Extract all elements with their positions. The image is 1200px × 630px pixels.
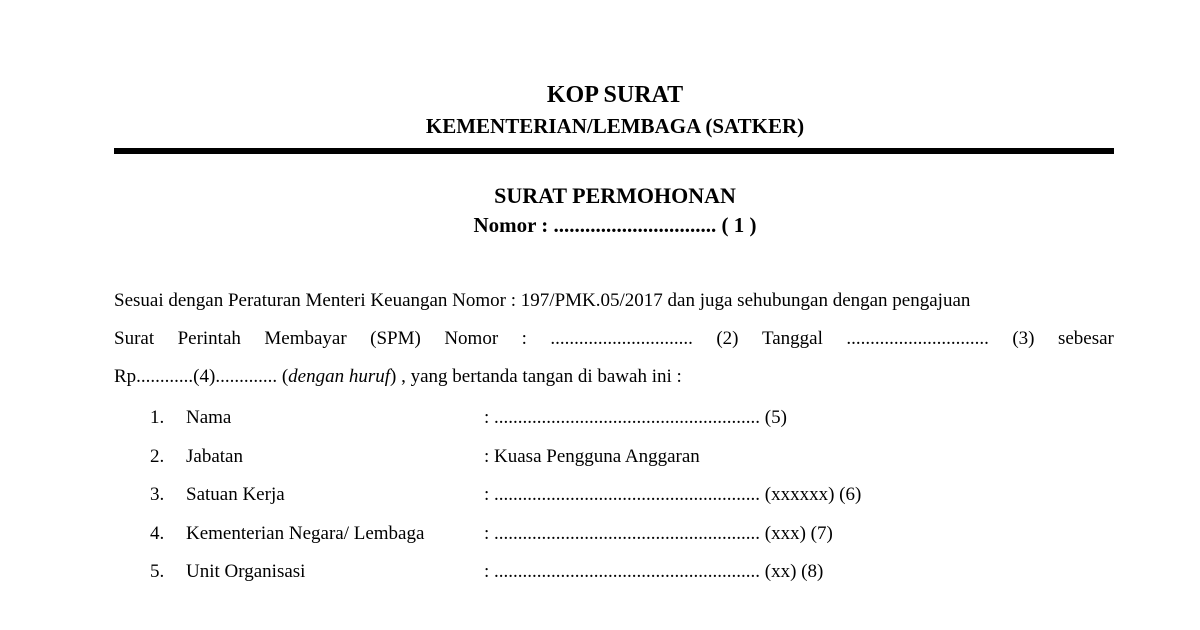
paragraph-word: Surat bbox=[114, 328, 155, 349]
list-item bbox=[0, 404, 1200, 443]
item-value: : ........................................................ (xxxxxx) (6) bbox=[484, 484, 862, 505]
amount-in-words-italic: dengan huruf bbox=[288, 366, 391, 387]
paragraph-word: Tanggal bbox=[761, 328, 823, 349]
body-paragraph bbox=[114, 287, 1114, 401]
letterhead-divider bbox=[114, 148, 1114, 154]
list-item bbox=[0, 558, 1200, 597]
item-value: : ........................................................ (xx) (8) bbox=[484, 561, 824, 582]
paragraph-word: Perintah bbox=[177, 328, 241, 349]
paragraph-word: : bbox=[521, 328, 527, 349]
item-number: 2. bbox=[150, 445, 165, 467]
item-number: 5. bbox=[150, 561, 165, 582]
paragraph-word: .............................. bbox=[550, 328, 693, 349]
paragraph-word: .............................. bbox=[846, 328, 989, 349]
paragraph-word: Membayar bbox=[264, 328, 347, 349]
item-label: Satuan Kerja bbox=[186, 484, 285, 505]
list-item bbox=[0, 520, 1200, 559]
amount-prefix: Rp............(4)............. ( bbox=[114, 366, 289, 387]
item-value: : Kuasa Pengguna Anggaran bbox=[484, 445, 700, 467]
paragraph-word: (3) bbox=[1012, 328, 1035, 349]
list-item bbox=[0, 443, 1200, 482]
item-number: 4. bbox=[150, 522, 165, 544]
item-number: 1. bbox=[150, 407, 165, 428]
letter-number: Nomor : ............................... ( 1 ) bbox=[473, 213, 757, 237]
paragraph-word: Nomor bbox=[444, 328, 499, 349]
paragraph-line-1: Sesuai dengan Peraturan Menteri Keuangan Nomor : 197/PMK.05/2017 dan juga sehubungan dengan pengajuan bbox=[114, 290, 971, 311]
list-item bbox=[0, 481, 1200, 520]
letterhead-subtitle: KEMENTERIAN/LEMBAGA (SATKER) bbox=[425, 114, 805, 138]
signatory-details-list bbox=[0, 404, 1200, 597]
item-number: 3. bbox=[150, 484, 165, 505]
paragraph-word: (SPM) bbox=[370, 328, 421, 349]
letter-title: SURAT PERMOHONAN bbox=[494, 183, 736, 208]
item-label: Jabatan bbox=[186, 445, 243, 467]
paragraph-word: (2) bbox=[716, 328, 739, 349]
paragraph-line-2 bbox=[114, 325, 1114, 363]
item-value: : ........................................................ (xxx) (7) bbox=[484, 522, 833, 544]
paragraph-word: sebesar bbox=[1057, 328, 1114, 349]
amount-suffix: ) , yang bertanda tangan di bawah ini : bbox=[390, 366, 682, 387]
item-label: Unit Organisasi bbox=[186, 561, 306, 582]
item-label: Kementerian Negara/ Lembaga bbox=[186, 522, 425, 544]
paragraph-line-3 bbox=[114, 363, 1114, 401]
item-label: Nama bbox=[186, 407, 232, 428]
letterhead-title: KOP SURAT bbox=[546, 82, 684, 108]
item-value: : ........................................................ (5) bbox=[484, 407, 787, 428]
